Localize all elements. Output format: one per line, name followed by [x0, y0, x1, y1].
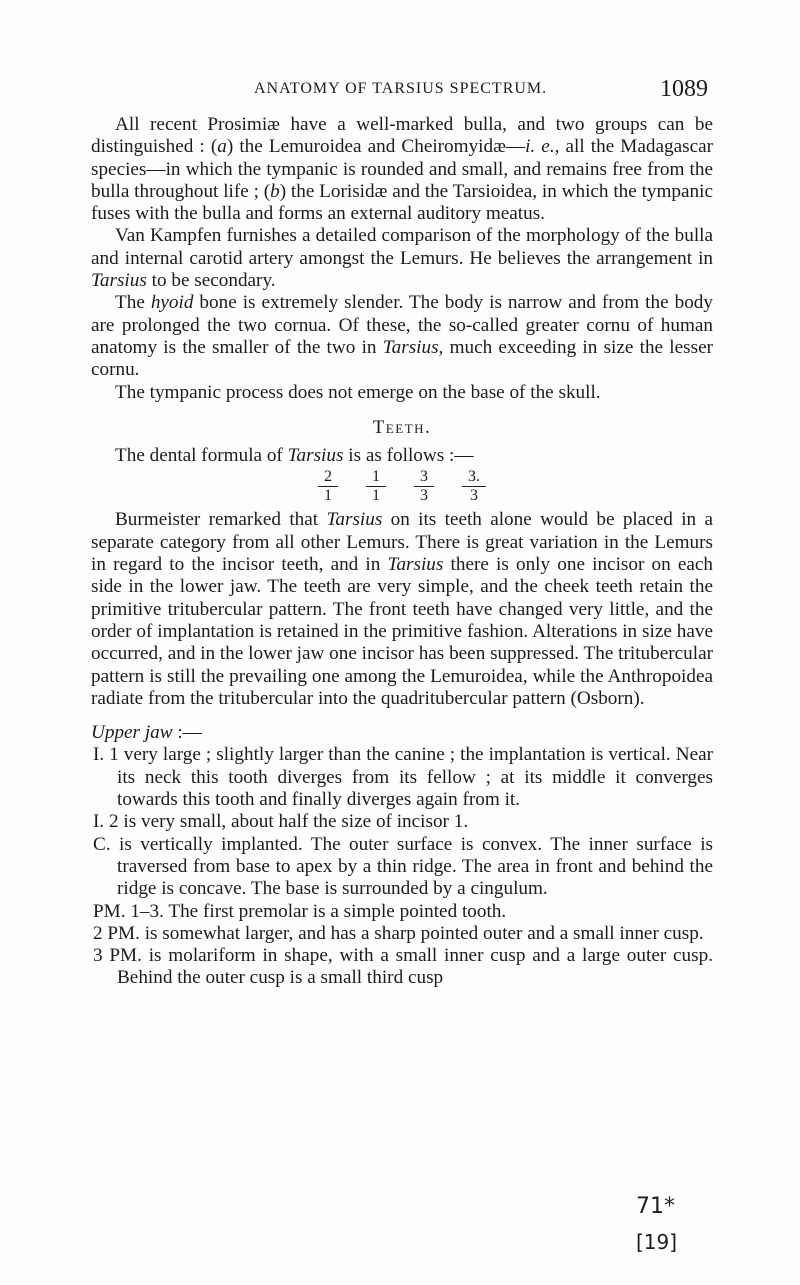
text-run: to be secondary.	[146, 270, 276, 292]
text-run: The tympanic process does not emerge on the base of the skull.	[115, 381, 601, 403]
formula-fraction-incisors	[318, 469, 338, 504]
page-number: 1089	[660, 76, 708, 102]
text-run: The dental formula of	[115, 445, 288, 467]
text-run: bone is extremely slender. The body is narrow and from the body are prolonged the two cornua. Of these, the so-called greater cornu of human anatomy is the smaller of the two in	[91, 292, 713, 358]
tooth-entry-incisor-1: I. 1 very large ; slightly larger than the canine ; the implantation is vertical. Near its neck this tooth diverges from its fellow ; at its middle it converges towards this tooth and finally diverges again from it.	[93, 744, 713, 811]
signature-mark: 71*	[636, 1194, 675, 1219]
text-run: ) the Lorisidæ and the Tarsioidea, in which the tympanic fuses with the bulla and forms an external auditory meatus.	[91, 180, 713, 225]
italic-run: Tarsius	[287, 445, 344, 467]
formula-denominator: 1	[324, 487, 332, 505]
italic-run: Tarsius	[91, 270, 147, 292]
paragraph-van-kampfen	[91, 225, 713, 292]
body-text	[91, 114, 713, 990]
italic-run: Tarsius	[387, 554, 444, 576]
dental-formula	[91, 469, 713, 504]
paragraph-burmeister	[91, 509, 713, 710]
text-run: :—	[172, 722, 202, 744]
paragraph-formula-intro	[91, 445, 713, 467]
paragraph-hyoid	[91, 292, 713, 381]
section-title-teeth: Teeth.	[372, 416, 432, 438]
tooth-entry-premolar-2: 2 PM. is somewhat larger, and has a sharp pointed outer and a small inner cusp.	[93, 922, 704, 944]
formula-fraction-canines	[366, 469, 386, 504]
formula-numerator: 2	[318, 469, 338, 487]
paragraph-tympanic	[91, 382, 713, 404]
italic-run: Tarsius	[326, 509, 383, 531]
text-run: Burmeister remarked that	[115, 509, 327, 531]
page-header	[0, 76, 800, 106]
tooth-entry-premolar-3: 3 PM. is molariform in shape, with a small inner cusp and a large outer cusp. Behind the outer cusp is a small third cusp	[93, 945, 713, 989]
text-run: ) the Lemuroidea and Cheiromyidæ—	[226, 136, 526, 158]
text-run: there is only one incisor on each side in the lower jaw. The teeth are very simple, and the cheek teeth retain the primitive tritubercular pattern. The front teeth have changed very little, and the order of implantation is retained in the primitive fashion. Alterations in size have occurred, and in the lower jaw one incisor has been suppressed. The tritubercular pattern is still the prevailing one among the Lemuroidea, while the Anthropoidea radiate from the tritubercular into the quadritubercular pattern (Osborn).	[91, 554, 714, 709]
italic-run: Tarsius	[382, 336, 439, 358]
text-run: is as follows :—	[343, 445, 474, 467]
formula-fraction-premolars	[414, 469, 434, 504]
subhead-upper-jaw	[91, 722, 713, 744]
tooth-entry-premolar-1: PM. 1–3. The first premolar is a simple pointed tooth.	[93, 900, 507, 922]
running-head: ANATOMY OF TARSIUS SPECTRUM.	[254, 80, 548, 97]
italic-run: a	[217, 136, 227, 158]
tooth-entry-canine: C. is vertically implanted. The outer surface is convex. The inner surface is traversed from base to apex by a thin ridge. The area in front and behind the ridge is concave. The base is surrounded by a cingulum.	[93, 833, 713, 900]
italic-run: i. e.	[525, 136, 555, 158]
tooth-entry-incisor-2: I. 2 is very small, about half the size of incisor 1.	[93, 811, 469, 833]
formula-numerator: 3	[414, 469, 434, 487]
text-run: on its teeth alone would be placed in a separate category from all other Lemurs. There is great variation in the Lemurs in regard to the incisor teeth, and in	[91, 509, 713, 576]
text-run: The	[115, 292, 151, 314]
formula-denominator: 3	[420, 487, 428, 505]
formula-denominator: 1	[372, 487, 380, 505]
text-run: Van Kampfen furnishes a detailed comparison of the morphology of the bulla and internal carotid artery amongst the Lemurs. He believes the arrangement in	[91, 225, 713, 269]
italic-run: hyoid	[150, 292, 194, 314]
italic-run: b	[270, 180, 280, 202]
italic-run: Upper jaw	[91, 722, 173, 744]
formula-numerator: 3.	[462, 469, 486, 487]
text-run: , all the Madagascar species—in which the tympanic is rounded and small, and remains free from the bulla throughout life ; (	[91, 136, 713, 202]
text-run: , much exceeding in size the lesser cornu.	[91, 336, 713, 381]
formula-denominator: 3	[470, 487, 478, 505]
formula-fraction-molars	[462, 469, 486, 504]
formula-numerator: 1	[366, 469, 386, 487]
bracket-number: [19]	[636, 1230, 678, 1254]
text-run: All recent Prosimiæ have a well-marked bulla, and two groups can be distinguished : (	[91, 114, 713, 158]
paragraph-bulla	[91, 114, 713, 225]
